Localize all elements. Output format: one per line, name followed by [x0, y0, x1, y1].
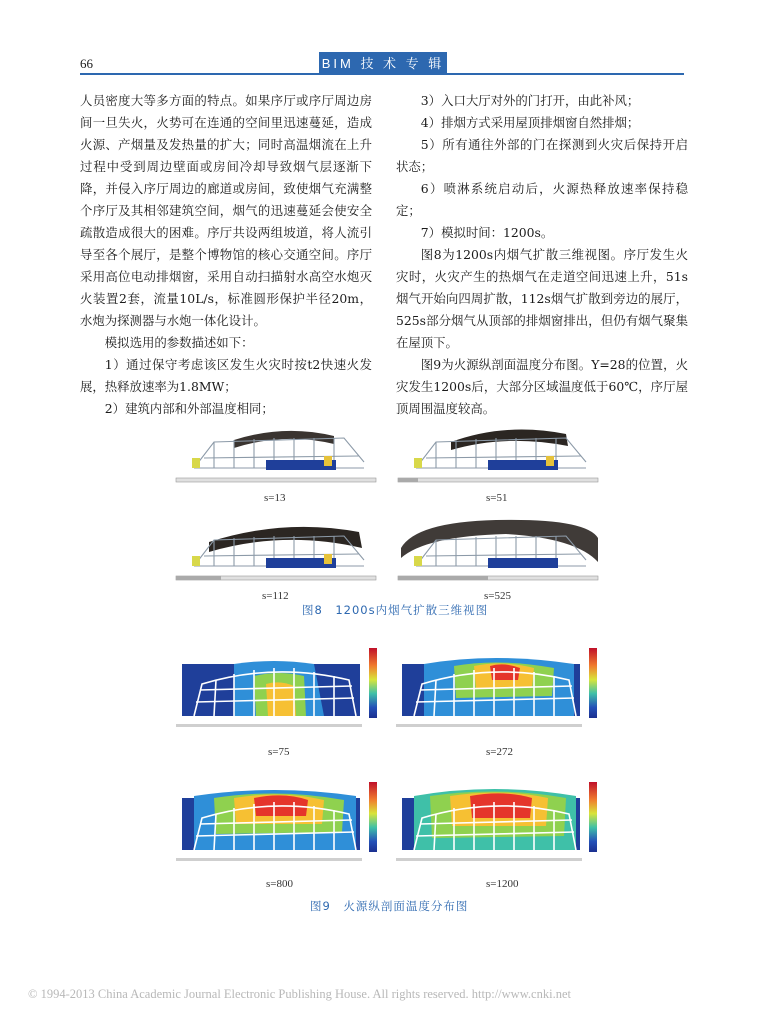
smoke-simulation-image: [396, 420, 601, 490]
smoke-view-panel: [174, 518, 379, 602]
figure-8: [166, 420, 602, 620]
smoke-simulation-image: [174, 420, 379, 490]
colorbar: [369, 648, 377, 718]
colorbar: [589, 782, 597, 852]
colorbar: [369, 782, 377, 852]
smoke-view-panel: [396, 518, 601, 602]
panel-label: s=112: [262, 590, 289, 602]
paragraph: 模拟选用的参数描述如下：: [104, 335, 254, 350]
temperature-panel: [394, 636, 609, 758]
colorbar: [589, 648, 597, 718]
paragraph: 3）入口大厅对外的门打开，由此补风；: [420, 93, 640, 108]
panel-label: s=75: [268, 746, 290, 758]
panel-label: s=1200: [486, 878, 519, 890]
smoke-view-panel: [396, 420, 601, 504]
smoke-simulation-image: [174, 518, 379, 588]
paragraph: 2）建筑内部和外部温度相同；: [104, 401, 274, 416]
right-column: [396, 90, 688, 420]
paragraph: 4）排烟方式采用屋顶排烟窗自然排烟；: [420, 115, 640, 130]
panel-label: s=51: [486, 492, 508, 504]
paragraph: 1）通过保守考虑该区发生火灾时按t2快速火发展，热释放速率为1.8MW；: [80, 357, 372, 394]
paragraph: 图8为1200s内烟气扩散三维视图。序厅发生火灾时，火灾产生的热烟气在走道空间迅速上升，51s烟气开始向四周扩散，112s烟气扩散到旁边的展厅，525s部分烟气从顶部的排烟窗排出，但仍有烟气聚集在屋顶下。: [396, 247, 688, 350]
paragraph: 6）喷淋系统启动后，火源热释放速率保持稳定；: [396, 181, 688, 218]
paragraph: 7）模拟时间：1200s。: [420, 225, 554, 240]
smoke-simulation-image: [396, 518, 601, 588]
temperature-panel: [174, 636, 389, 758]
figure-caption: 图9 火源纵剖面温度分布图: [310, 899, 469, 913]
paragraph: 人员密度大等多方面的特点。如果序厅或序厅周边房间一旦失火，火势可在连通的空间里迅速蔓延，造成火源、产烟量及发热量的扩大；同时高温烟流在上升过程中受到周边壁面或房间冷却导致烟气层逐渐下降，并侵入序厅周边的廊道或房间，致使烟气充满整个序厅及其相邻建筑空间，烟气的迅速蔓延会使安全疏散造成很大的困难。序厅共设两组坡道，将人流引导至各个展厅，是整个博物馆的核心交通空间。序厅采用高位电动排烟窗，采用自动扫描射水高空水炮灭火装置2套，流量10L/s，标准圆形保护半径20m，水炮为探测器与水炮一体化设计。: [80, 93, 372, 328]
temperature-panel: [174, 770, 389, 890]
temperature-contour-image: [394, 770, 609, 866]
paragraph: 图9为火源纵剖面温度分布图。Y=28的位置，火灾发生1200s后，大部分区域温度低于60℃，序厅屋顶周围温度较高。: [396, 357, 688, 416]
temperature-panel: [394, 770, 609, 890]
smoke-view-panel: [174, 420, 379, 504]
journal-header: BIM 技 术 专 辑: [319, 52, 447, 75]
paragraph: 5）所有通往外部的门在探测到火灾后保持开启状态；: [396, 137, 688, 174]
temperature-contour-image: [174, 770, 389, 866]
figure-9: [166, 636, 602, 916]
figure-caption: 图8 1200s内烟气扩散三维视图: [302, 603, 489, 617]
panel-label: s=272: [486, 746, 513, 758]
temperature-contour-image: [174, 636, 389, 732]
left-column: [80, 90, 372, 420]
temperature-contour-image: [394, 636, 609, 732]
page-number: 66: [80, 56, 93, 71]
copyright-footer: © 1994-2013 China Academic Journal Electronic Publishing House. All rights reserved. http://www.cnki.net: [28, 987, 571, 1001]
panel-label: s=525: [484, 590, 511, 602]
panel-label: s=800: [266, 878, 293, 890]
panel-label: s=13: [264, 492, 286, 504]
